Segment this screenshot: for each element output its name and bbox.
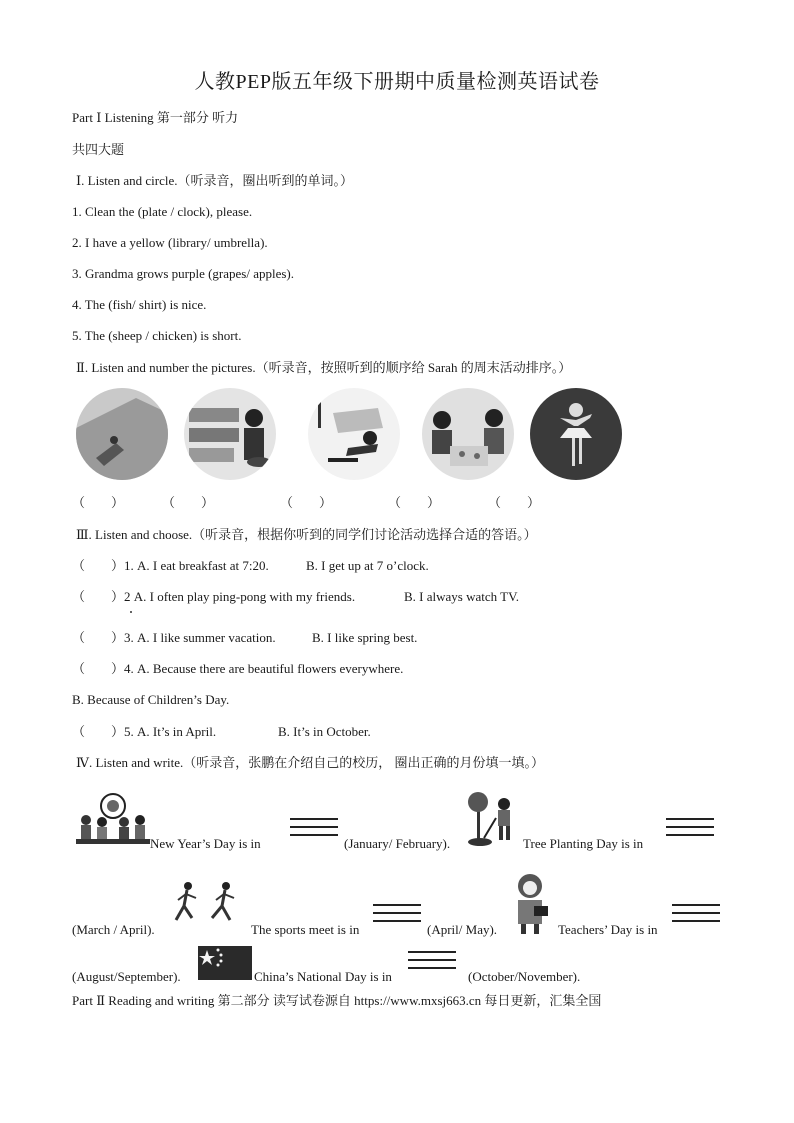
picture-4-eating [422, 388, 514, 480]
intro-text: 共四大题 [72, 142, 125, 157]
teachers-day-month-blank[interactable] [672, 904, 720, 930]
section3-q2-option-b: B. I always watch TV. [404, 589, 520, 604]
section1-item-5: 5. The (sheep / chicken) is short. [72, 328, 242, 343]
national-day-options: (October/November). [468, 969, 581, 984]
section3-q1-option-a: （ ）1. A. I eat breakfast at 7:20. [72, 558, 269, 573]
section3-q4-option-a: （ ）4. A. Because there are beautiful flowers everywhere. [72, 661, 404, 676]
teacher-illustration [508, 872, 554, 934]
new-years-day-text: New Year’s Day is in [150, 836, 261, 851]
section1-heading: Ⅰ. Listen and circle.（听录音，圈出听到的单词。） [76, 173, 354, 188]
section1-item-2: 2. I have a yellow (library/ umbrella). [72, 235, 268, 250]
picture-5-answer-blank: （ ） [488, 495, 541, 510]
sports-meet-options: (April/ May). [427, 922, 498, 937]
sports-meet-runners-illustration [170, 880, 246, 928]
teachers-day-options: (August/September). [72, 969, 181, 984]
national-day-text: China’s National Day is in [254, 969, 392, 984]
section1-item-1: 1. Clean the (plate / clock), please. [72, 204, 253, 219]
picture-3-answer-blank: （ ） [280, 495, 333, 510]
section3-heading: Ⅲ. Listen and choose.（听录音，根据你听到的同学们讨论活动选择合适的答语。） [76, 527, 537, 542]
picture-3-cleaning [308, 388, 400, 480]
sports-meet-month-blank[interactable] [373, 904, 421, 930]
national-day-month-blank[interactable] [408, 951, 456, 977]
section3-q2-option-a: （ ）2 A. I often play ping-pong with my friends. [72, 589, 356, 604]
tree-planting-illustration [466, 790, 520, 848]
picture-5-dancing [530, 388, 622, 480]
picture-1-climbing [76, 388, 168, 480]
new-years-day-options: (January/ February). [344, 836, 451, 851]
picture-1-answer-blank: （ ） [72, 495, 125, 510]
picture-2-answer-blank: （ ） [162, 495, 215, 510]
section3-q4-option-b: B. Because of Children’s Day. [72, 692, 230, 707]
section1-item-3: 3. Grandma grows purple (grapes/ apples). [72, 266, 295, 281]
section4-heading: Ⅳ. Listen and write.（听录音，张鹏在介绍自己的校历， 圈出正确的月份填一填。） [76, 755, 544, 770]
teachers-day-text: Teachers’ Day is in [558, 922, 658, 937]
part1-heading: Part Ⅰ Listening 第一部分 听力 [72, 110, 239, 125]
part2-heading: Part Ⅱ Reading and writing 第二部分 读写试卷源自 https://www.mxsj663.cn 每日更新，汇集全国 [72, 993, 602, 1008]
section1-item-4: 4. The (fish/ shirt) is nice. [72, 297, 207, 312]
tree-planting-day-month-blank[interactable] [666, 818, 714, 844]
page-title: 人教PEP版五年级下册期中质量检测英语试卷 [194, 71, 600, 93]
picture-4-answer-blank: （ ） [388, 495, 441, 510]
section3-q1-option-b: B. I get up at 7 o’clock. [306, 558, 429, 573]
section3-q5-option-a: （ ）5. A. It’s in April. [72, 724, 217, 739]
china-flag-illustration [198, 946, 252, 980]
section3-q5-option-b: B. It’s in October. [278, 724, 371, 739]
picture-2-shopping [184, 388, 276, 480]
section3-q3-option-b: B. I like spring best. [312, 630, 418, 645]
new-year-family-illustration [76, 792, 150, 846]
stray-dot [130, 611, 132, 613]
sports-meet-text: The sports meet is in [251, 922, 360, 937]
new-years-day-month-blank[interactable] [290, 818, 338, 844]
section2-heading: Ⅱ. Listen and number the pictures.（听录音，按照听到的顺序给 Sarah 的周末活动排序。） [76, 360, 572, 375]
tree-planting-day-text: Tree Planting Day is in [523, 836, 644, 851]
tree-planting-day-options: (March / April). [72, 922, 155, 937]
section3-q3-option-a: （ ）3. A. I like summer vacation. [72, 630, 276, 645]
